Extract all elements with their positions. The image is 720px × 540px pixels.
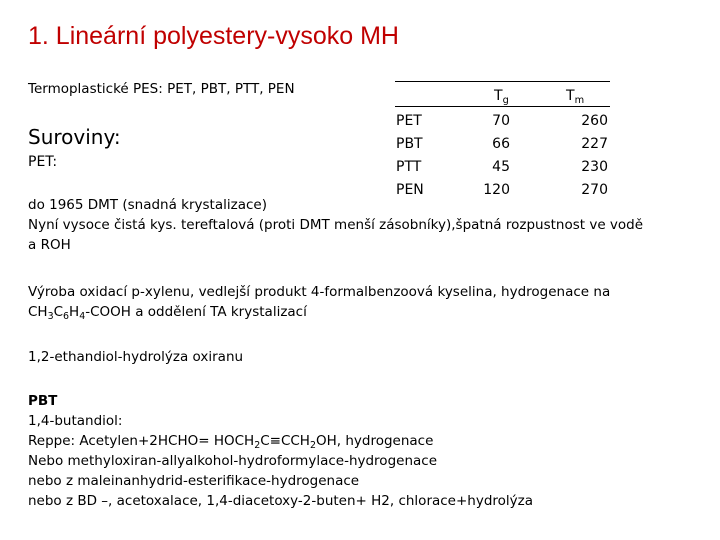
paragraph-oxidation — [28, 282, 610, 322]
formula-part: OH, hydrogenace — [315, 433, 434, 449]
text-line: 1,4-butandiol: — [28, 413, 123, 429]
pet-colon: : — [52, 154, 58, 170]
row-tg: 70 — [492, 113, 510, 129]
formula-part: CH — [28, 304, 48, 320]
formula-part: C≡CCH — [260, 433, 310, 449]
formula-sub: 3 — [47, 311, 54, 322]
slide-title: 1. Lineární polyestery-vysoko MH — [28, 22, 399, 50]
row-tm: 230 — [581, 159, 608, 175]
row-tm: 260 — [581, 113, 608, 129]
formula-sub: 4 — [79, 311, 86, 322]
text-line: do 1965 DMT (snadná krystalizace) — [28, 197, 267, 213]
text-line: a ROH — [28, 237, 71, 253]
table-top-rule — [395, 81, 610, 82]
formula-part: H — [69, 304, 80, 320]
formula-sub: 2 — [254, 440, 261, 451]
pet-label: PET — [28, 154, 53, 170]
header-tm-sub: m — [574, 95, 585, 106]
row-name: PTT — [396, 159, 422, 175]
header-tg-main: T — [494, 88, 503, 104]
formula-part: C — [53, 304, 64, 320]
header-tm-main: T — [566, 88, 575, 104]
row-name: PEN — [396, 182, 424, 198]
heading-suroviny: Suroviny: — [28, 125, 121, 149]
formula-part: Reppe: Acetylen+2HCHO= HOCH — [28, 433, 255, 449]
pbt-label: PBT — [28, 393, 58, 409]
text-line: Výroba oxidací p-xylenu, vedlejší produkt 4-formalbenzoová kyselina, hydrogenace na — [28, 284, 611, 300]
formula-part: -COOH a oddělení TA krystalizací — [85, 304, 307, 320]
row-tm: 227 — [581, 136, 608, 152]
formula-line — [28, 431, 533, 451]
text-line: nebo z maleinanhydrid-esterifikace-hydrogenace — [28, 473, 360, 489]
text-line: Nyní vysoce čistá kys. tereftalová (proti DMT menší zásobníky),špatná rozpustnost ve vodě — [28, 217, 644, 233]
formula-sub: 2 — [309, 440, 316, 451]
text-line: nebo z BD –, acetoxalace, 1,4-diacetoxy-2-buten+ H2, chlorace+hydrolýza — [28, 493, 534, 509]
paragraph-ethandiol: 1,2-ethandiol-hydrolýza oxiranu — [28, 349, 244, 365]
section-pbt — [28, 391, 533, 511]
formula-sub: 6 — [63, 311, 70, 322]
row-tg: 120 — [483, 182, 510, 198]
row-tg: 45 — [492, 159, 510, 175]
formula-line — [28, 302, 610, 322]
header-tg-sub: g — [502, 95, 509, 106]
header-tm — [566, 88, 584, 104]
subtitle: Termoplastické PES: PET, PBT, PTT, PEN — [28, 81, 295, 97]
paragraph-dmt — [28, 195, 643, 255]
row-name: PBT — [396, 136, 423, 152]
text-line: Nebo methyloxiran-allyalkohol-hydroformylace-hydrogenace — [28, 453, 438, 469]
header-tg — [494, 88, 509, 104]
row-tm: 270 — [581, 182, 608, 198]
table-header-rule — [395, 106, 610, 107]
row-name: PET — [396, 113, 422, 129]
pet-line — [28, 154, 57, 170]
row-tg: 66 — [492, 136, 510, 152]
